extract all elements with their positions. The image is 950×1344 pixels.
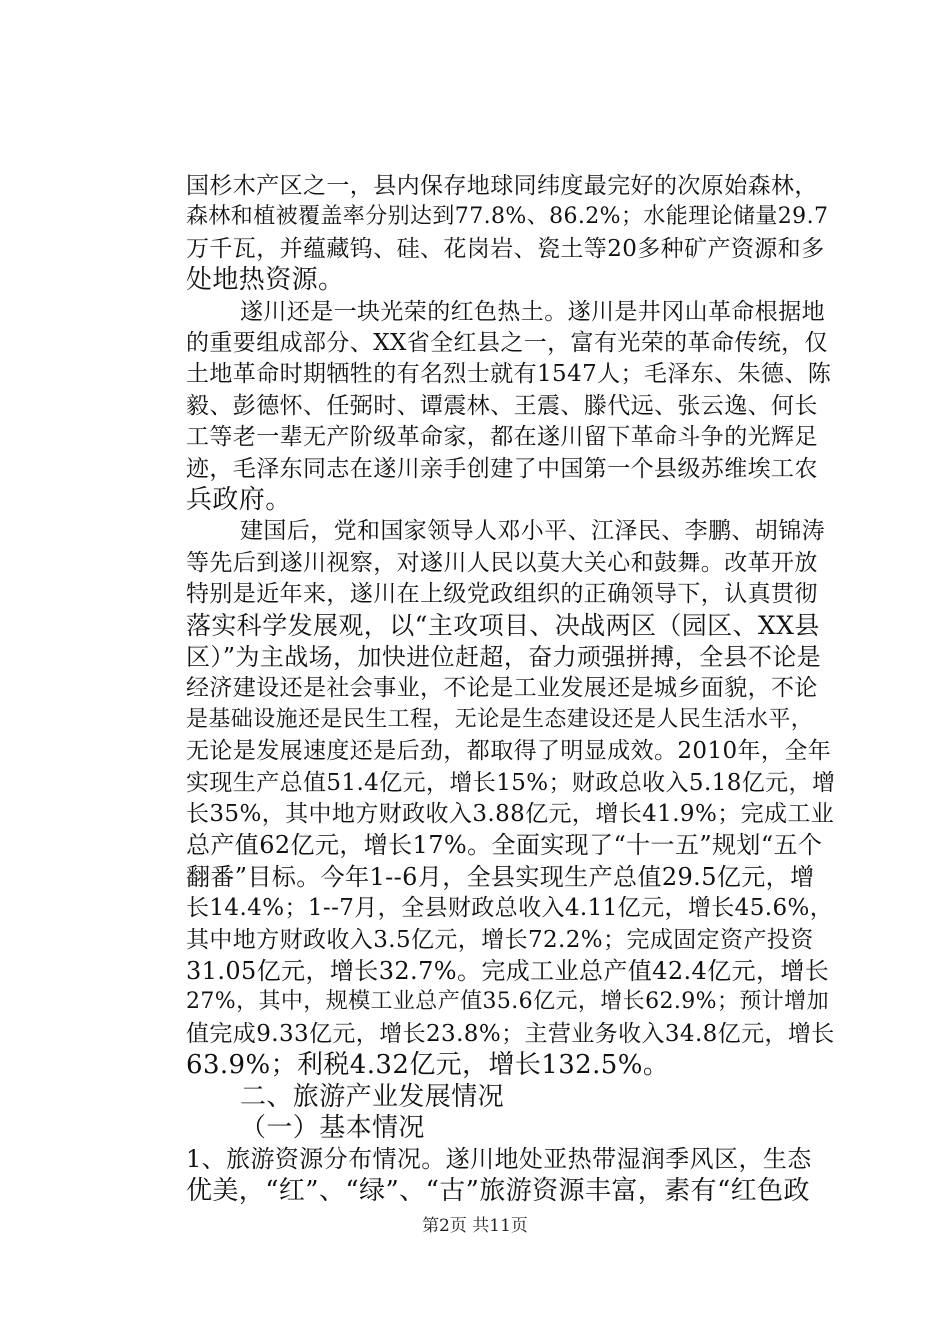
text-line: 毅、彭德怀、任弼时、谭震林、王震、滕代远、张云逸、何长 — [186, 392, 818, 419]
text-line: 27%，其中，规模工业总产值35.6亿元，增长62.9%；预计增加 — [186, 989, 829, 1015]
text-line: 值完成9.33亿元，增长23.8%；主营业务收入34.8亿元，增长 — [186, 1020, 835, 1047]
text-line: 1、旅游资源分布情况。遂川地处亚热带湿润季风区，生态 — [186, 1145, 812, 1174]
text-line: 长35%，其中地方财政收入3.88亿元，增长41.9%；完成工业 — [186, 801, 835, 827]
text-line: 特别是近年来，遂川在上级党政组织的正确领导下，认真贯彻 — [186, 581, 818, 608]
text-line: 区）”为主战场，加快进位赶超，奋力顽强拼搏，全县不论是 — [186, 643, 822, 671]
text-line: 的重要组成部分、XX省全红县之一，富有光荣的革命传统，仅 — [186, 330, 828, 356]
text-line: 万千瓦，并蕴藏钨、硅、花岗岩、瓷土等20多种矿产资源和多 — [186, 235, 825, 262]
text-line: 处地热资源。 — [186, 265, 345, 296]
text-line: 长14.4%；1--7月，全县财政总收入4.11亿元，增长45.6%， — [186, 895, 834, 922]
text-line: 等先后到遂川视察，对遂川人民以莫大关心和鼓舞。改革开放 — [186, 549, 818, 576]
text-line: 总产值62亿元，增长17%。全面实现了“十一五”规划“五个 — [186, 831, 823, 860]
text-line: 翻番”目标。今年1--6月，全县实现生产总值29.5亿元，增 — [186, 862, 815, 891]
text-line: 土地革命时期牺牲的有名烈士就有1547人；毛泽东、朱德、陈 — [186, 361, 832, 388]
text-line: 迹，毛泽东同志在遂川亲手创建了中国第一个县级苏维埃工农 — [186, 455, 818, 482]
text-line: 落实科学发展观，以“主攻项目、决战两区（园区、XX县 — [186, 610, 820, 640]
text-line: 其中地方财政收入3.5亿元，增长72.2%；完成固定资产投资 — [186, 926, 814, 953]
text-line: （一）基本情况 — [240, 1113, 425, 1143]
text-line: 实现生产总值51.4亿元，增长15%；财政总收入5.18亿元，增 — [186, 769, 836, 796]
text-line: 经济建设还是社会事业，不论是工业发展还是城乡面貌，不论 — [186, 675, 818, 702]
text-line: 兵政府。 — [186, 485, 292, 515]
text-line: 63.9%；利税4.32亿元，增长132.5%。 — [186, 1050, 670, 1081]
page-footer: 第2页 共11页 — [422, 1216, 528, 1236]
text-line: 遂川还是一块光荣的红色热土。遂川是井冈山革命根据地 — [240, 298, 825, 325]
text-line: 工等老一辈无产阶级革命家，都在遂川留下革命斗争的光辉足 — [186, 424, 818, 451]
text-line: 优美，“红”、“绿”、“古”旅游资源丰富，素有“红色政 — [186, 1175, 810, 1206]
text-line: 二、旅游产业发展情况 — [240, 1081, 505, 1112]
text-line: 建国后，党和国家领导人邓小平、江泽民、李鹏、胡锦涛 — [240, 518, 825, 545]
text-line: 无论是发展速度还是后劲，都取得了明显成效。2010年，全年 — [186, 738, 832, 765]
text-line: 国杉木产区之一，县内保存地球同纬度最完好的次原始森林， — [186, 173, 818, 199]
text-line: 森林和植被覆盖率分别达到77.8%、86.2%；水能理论储量29.7 — [186, 204, 829, 230]
text-line: 31.05亿元，增长32.7%。完成工业总产值42.4亿元，增长 — [186, 957, 830, 985]
text-line: 是基础设施还是民生工程，无论是生态建设还是人民生活水平， — [186, 706, 814, 732]
